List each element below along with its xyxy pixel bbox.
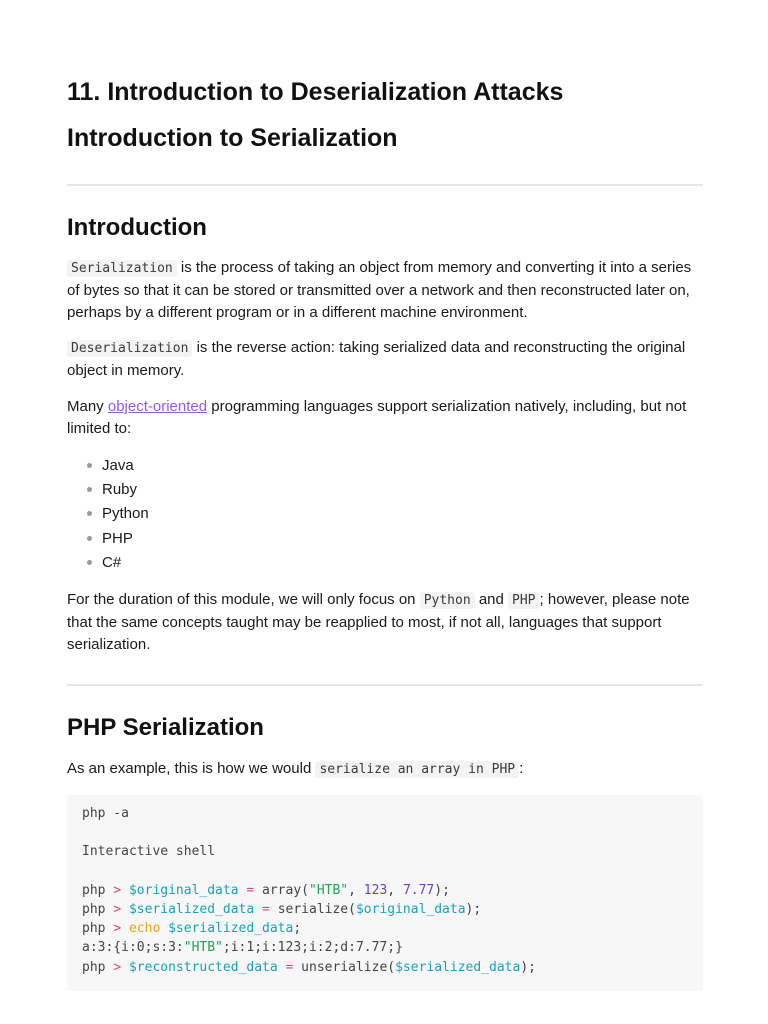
code-token: serialize(	[277, 902, 356, 918]
list-item-label: PHP	[102, 529, 133, 547]
code-token: );	[465, 902, 482, 918]
code-token: a:3:{i:0;s:3:	[82, 940, 184, 956]
code-token: $reconstructed_data	[128, 959, 278, 975]
code-token: php	[82, 882, 114, 898]
code-token: );	[520, 959, 536, 975]
code-token: );	[434, 882, 450, 898]
code-block-content	[82, 804, 536, 977]
code-token: "HTB"	[183, 940, 223, 956]
code-token: ;i:1;i:123;i:2;d:7.77;}	[222, 940, 403, 956]
code-token: =	[254, 902, 278, 918]
code-token: >	[113, 921, 129, 937]
code-token: echo	[128, 921, 161, 937]
bullet-icon	[87, 560, 92, 565]
paragraph-text: As an example, this is how we would	[67, 760, 316, 777]
paragraph-text: is the reverse action: taking serialized data and reconstructing the original object in memory.	[67, 339, 686, 379]
languages-list	[67, 455, 149, 576]
bullet-icon	[87, 463, 92, 468]
code-token: $serialized_data	[395, 959, 521, 975]
code-token: =	[277, 959, 302, 975]
inline-code-serialize-array: serialize an array in PHP	[315, 761, 519, 778]
divider	[67, 184, 703, 186]
list-item	[67, 479, 149, 503]
code-line	[82, 960, 536, 975]
list-item-label: Ruby	[102, 481, 138, 499]
divider	[67, 684, 703, 686]
paragraph-serialization	[67, 257, 707, 323]
code-token: 7.77	[402, 882, 435, 898]
code-token: $serialized_data	[128, 902, 255, 918]
code-line	[82, 883, 450, 898]
code-token: $serialized_data	[168, 921, 294, 937]
paragraph-module-focus	[67, 589, 707, 655]
list-item-label: Python	[102, 505, 149, 523]
paragraph-text: is the process of taking an object from memory and converting it into a series of bytes so that it can be stored or transmitted over a network and then reconstructed later on, perhaps by a different program or in a different machine environment.	[67, 259, 692, 321]
code-line	[82, 902, 481, 917]
object-oriented-link[interactable]: object-oriented	[107, 398, 208, 415]
paragraph-text: ; however, please note that the same concepts taught may be reapplied to most, if not all, languages that support serialization.	[67, 591, 690, 653]
code-token: ,	[387, 882, 403, 898]
code-token: "HTB"	[309, 882, 349, 898]
code-token: $original_data	[355, 902, 466, 918]
code-line: php -a	[82, 806, 129, 821]
page-title: 11. Introduction to Deserialization Attacks	[67, 78, 564, 106]
code-line: Interactive shell	[82, 844, 216, 860]
section-heading-php-serialization: PHP Serialization	[67, 714, 264, 741]
code-token: array(	[262, 882, 309, 898]
code-token: >	[113, 959, 129, 975]
inline-code-python: Python	[420, 592, 475, 609]
code-token: $original_data	[128, 882, 239, 898]
paragraph-text: :	[519, 760, 524, 777]
paragraph-text: For the duration of this module, we will only focus on	[67, 591, 420, 608]
code-token: ,	[348, 882, 364, 898]
list-item-label: C#	[102, 553, 122, 571]
list-item-label: Java	[102, 457, 134, 474]
code-line	[82, 940, 403, 955]
paragraph-deserialization	[67, 337, 707, 382]
list-item	[67, 503, 149, 527]
inline-code-php: PHP	[508, 592, 539, 609]
section-heading-introduction: Introduction	[67, 214, 207, 241]
list-item	[67, 528, 149, 552]
code-token: >	[113, 882, 129, 898]
bullet-icon	[87, 487, 92, 492]
paragraph-text: programming languages support serialization natively, including, but not limited to:	[67, 398, 687, 437]
code-token: unserialize(	[301, 959, 396, 975]
list-item	[67, 552, 149, 576]
list-item	[67, 455, 149, 479]
paragraph-text: Many	[67, 398, 108, 415]
code-token: 123	[363, 882, 388, 898]
inline-code-deserialization: Deserialization	[67, 340, 192, 357]
code-line	[82, 921, 301, 936]
code-token: php	[82, 959, 114, 975]
paragraph-text: and	[474, 591, 509, 608]
inline-code-serialization: Serialization	[67, 260, 177, 277]
paragraph-languages	[67, 396, 707, 440]
page-subtitle: Introduction to Serialization	[67, 124, 398, 152]
code-token: =	[238, 882, 263, 898]
paragraph-php-example	[67, 758, 707, 781]
code-token: >	[113, 902, 129, 918]
code-token: ;	[293, 921, 302, 937]
code-token: php	[82, 921, 114, 937]
bullet-icon	[87, 536, 92, 541]
code-token	[160, 921, 168, 936]
bullet-icon	[87, 511, 92, 516]
code-token: php	[82, 902, 114, 918]
